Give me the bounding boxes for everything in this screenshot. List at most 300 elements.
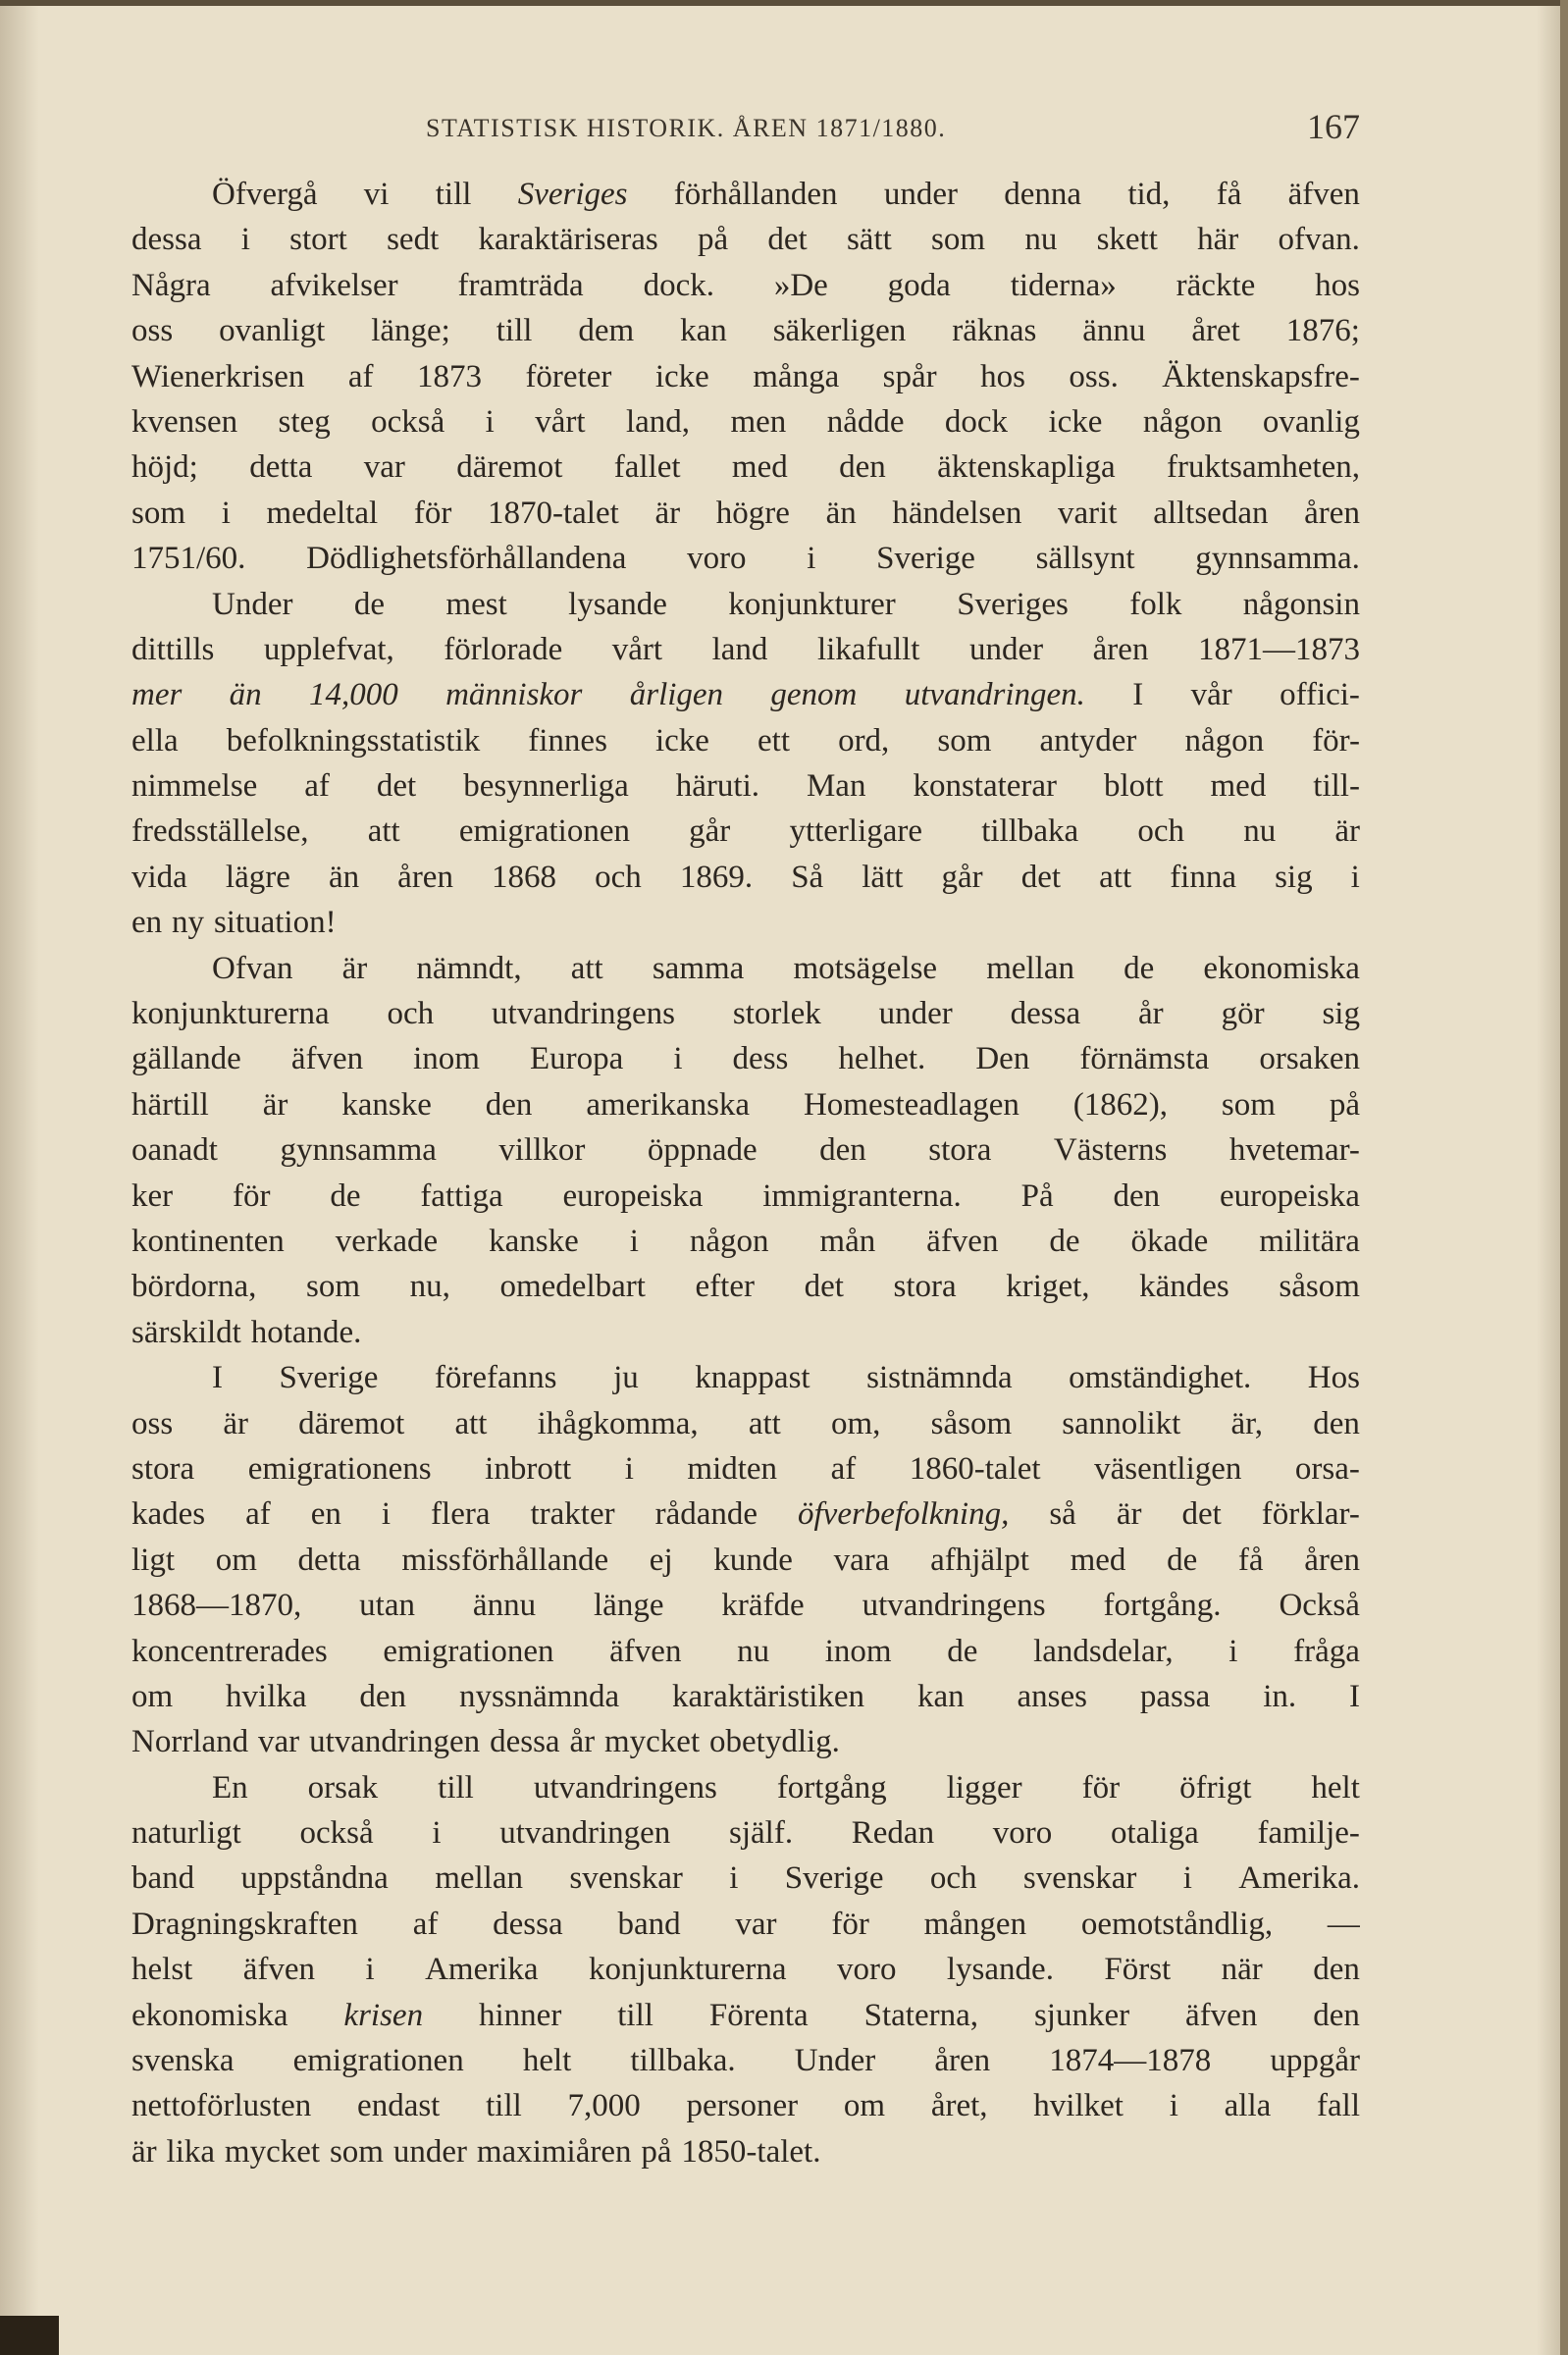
word: 1868—1870,	[131, 1588, 302, 1624]
word: äfven	[242, 1952, 316, 1988]
word: blott	[1104, 768, 1164, 805]
word: orsa-	[1294, 1450, 1360, 1487]
word: nu	[737, 1633, 770, 1669]
word: voro	[687, 541, 747, 577]
word: mellan	[435, 1860, 523, 1897]
word: under	[392, 2133, 467, 2170]
word: för-	[1312, 722, 1360, 759]
word: lysande	[568, 586, 667, 622]
word: är	[654, 495, 681, 531]
word: däremot	[456, 449, 563, 486]
edge-shadow	[1537, 0, 1560, 2355]
word: immigranterna.	[762, 1178, 962, 1214]
word: häruti.	[675, 768, 759, 805]
word: men	[730, 403, 787, 440]
word: till	[435, 177, 472, 212]
word: i	[729, 1860, 739, 1897]
word: missförhållande	[401, 1542, 609, 1578]
word: när	[1221, 1952, 1263, 1988]
word: går	[941, 859, 983, 895]
word: den	[1113, 1178, 1161, 1214]
word: mest	[445, 586, 507, 622]
word: upplefvat,	[263, 631, 394, 667]
word: öfrigt	[1179, 1769, 1252, 1806]
word: vi	[363, 177, 390, 212]
word: sjunker	[1033, 1997, 1130, 2033]
word: länge	[594, 1588, 664, 1624]
word: särskildt	[131, 1314, 241, 1350]
word: orsak	[307, 1769, 379, 1806]
word: tillbaka.	[630, 2043, 736, 2079]
word: är	[131, 2133, 157, 2170]
word: orsaken	[1259, 1041, 1360, 1077]
word: för	[1081, 1769, 1121, 1806]
text-line	[131, 1856, 1360, 1901]
word: för	[232, 1178, 271, 1214]
word: lätt	[862, 859, 904, 895]
word: än	[229, 677, 262, 713]
word: denna	[1004, 177, 1082, 212]
word: gällande	[131, 1041, 241, 1077]
word: nimmelse	[131, 768, 258, 805]
word: nu	[1024, 222, 1058, 258]
word: de	[353, 586, 386, 622]
word: dock	[944, 403, 1009, 440]
word: förefanns	[434, 1360, 557, 1396]
word: öfverbefolkning,	[798, 1496, 1010, 1533]
word: det	[804, 1269, 844, 1305]
word: är	[1116, 1496, 1142, 1533]
word: det	[1181, 1496, 1222, 1533]
word: antyder	[1039, 722, 1137, 759]
word: 1876;	[1285, 313, 1360, 349]
word: härtill	[131, 1086, 209, 1123]
word: nu,	[409, 1269, 450, 1305]
word: konjunkturerna	[131, 996, 330, 1032]
word: kan	[916, 1678, 965, 1714]
word: de	[947, 1633, 978, 1669]
word: kanske	[341, 1086, 432, 1123]
word: till-	[1313, 768, 1360, 805]
word: oss	[131, 313, 174, 349]
text-line	[131, 1538, 1360, 1583]
word: skett	[1096, 222, 1158, 258]
word: äktenskapliga	[937, 449, 1116, 486]
word: någonsin	[1242, 586, 1360, 622]
text-line	[131, 672, 1360, 717]
word: befolkningsstatistik	[226, 722, 481, 759]
word: af	[304, 768, 330, 805]
word: få	[1237, 1542, 1264, 1578]
text-line	[131, 1492, 1360, 1537]
word: höjd;	[131, 449, 198, 486]
word: besynnerliga	[463, 768, 629, 805]
word: äfven	[1287, 177, 1360, 212]
word: knappast	[695, 1360, 810, 1396]
word: omständighet.	[1069, 1360, 1252, 1396]
word: Wienerkrisen	[131, 358, 305, 394]
word: utan	[359, 1588, 415, 1624]
word: maximiåren	[476, 2133, 632, 2170]
word: utvandringen	[309, 1724, 481, 1760]
word: fortgång	[776, 1769, 887, 1806]
word: är	[262, 1086, 288, 1123]
word: det	[1020, 859, 1062, 895]
word: år	[1138, 996, 1164, 1032]
word: som	[306, 1269, 361, 1305]
word: Dragningskraften	[131, 1906, 358, 1942]
word: icke	[654, 722, 709, 759]
text-line	[131, 1264, 1360, 1309]
word: kan	[680, 313, 727, 349]
word: 7,000	[567, 2088, 641, 2124]
word: den	[359, 1678, 407, 1714]
word: lysande.	[946, 1952, 1054, 1988]
word: nyssnämnda	[458, 1678, 620, 1714]
word: Staterna,	[863, 1997, 979, 2033]
word: finnes	[528, 722, 607, 759]
word: framträda	[457, 267, 584, 303]
word: I	[1348, 1678, 1360, 1714]
word: konjunkturer	[728, 586, 896, 622]
word: vårt	[535, 403, 586, 440]
word: stora	[131, 1450, 195, 1487]
text-line	[131, 354, 1360, 399]
word: också	[371, 403, 445, 440]
word: till	[486, 2088, 522, 2124]
word: 1868	[492, 859, 557, 895]
word: nettoförlusten	[131, 2088, 312, 2124]
word: går	[689, 813, 731, 850]
word: säkerligen	[772, 313, 907, 349]
word: under	[878, 996, 953, 1032]
word: ännu	[1082, 313, 1146, 349]
word: Amerika.	[1238, 1860, 1360, 1897]
word: utvandringen	[499, 1815, 671, 1852]
word: som	[931, 222, 986, 258]
text-line	[131, 946, 1360, 991]
word: emigrationen	[458, 813, 630, 850]
word: uppståndna	[240, 1860, 389, 1897]
word: medeltal	[266, 495, 379, 531]
word: obetydlig.	[709, 1724, 840, 1760]
word: vida	[131, 859, 187, 895]
word: Först	[1104, 1952, 1172, 1988]
word: omedelbart	[499, 1269, 646, 1305]
word: i	[624, 1450, 634, 1487]
word: midten	[687, 1450, 778, 1487]
word: dess	[732, 1041, 789, 1077]
word: passa	[1139, 1678, 1211, 1714]
word: ny	[172, 905, 205, 941]
word: den	[819, 1132, 866, 1169]
word: emigrationen	[383, 1633, 554, 1669]
word: väsentligen	[1094, 1450, 1242, 1487]
word: om,	[831, 1405, 881, 1441]
word: af	[412, 1906, 439, 1942]
word: emigrationens	[247, 1450, 432, 1487]
text-line	[131, 1310, 1360, 1355]
word: band	[131, 1860, 195, 1897]
text-line	[131, 1810, 1360, 1856]
word: ej	[649, 1542, 673, 1578]
word: under	[968, 631, 1044, 667]
word: året,	[930, 2088, 988, 2124]
word: tiderna»	[1010, 267, 1117, 303]
text-line	[131, 900, 1360, 945]
word: sig	[1322, 996, 1360, 1032]
word: företer	[525, 358, 612, 394]
page-header	[210, 106, 1360, 157]
word: är	[341, 950, 368, 986]
word: 1874—1878	[1049, 2043, 1212, 2079]
word: i	[365, 1952, 375, 1988]
word: här	[1197, 222, 1239, 258]
word: på	[1329, 1086, 1360, 1123]
word: i	[485, 403, 495, 440]
word: räknas	[952, 313, 1037, 349]
word: gör	[1221, 996, 1265, 1032]
word: 14,000	[308, 677, 398, 713]
word: kanske	[489, 1223, 579, 1259]
word: människor	[445, 677, 583, 713]
word: dock.	[643, 267, 714, 303]
word: förlorade	[444, 631, 563, 667]
text-line	[131, 1765, 1360, 1810]
word: helst	[131, 1952, 193, 1988]
word: tid,	[1127, 177, 1171, 212]
word: situation!	[213, 905, 337, 941]
word: bördorna,	[131, 1269, 257, 1305]
text-line	[131, 582, 1360, 627]
word: svenska	[131, 2043, 235, 2079]
word: med	[1210, 768, 1267, 805]
text-line	[131, 1219, 1360, 1264]
word: dessa	[490, 1724, 560, 1760]
text-line	[131, 991, 1360, 1036]
word: genom	[770, 677, 858, 713]
word: ligt	[131, 1542, 176, 1578]
text-line	[131, 1629, 1360, 1674]
word: än	[825, 495, 857, 531]
word: det	[376, 768, 417, 805]
word: otaliga	[1110, 1815, 1199, 1852]
word: af	[245, 1496, 271, 1533]
word: var	[735, 1906, 777, 1942]
word: och	[929, 1860, 977, 1897]
word: ovanlig	[1262, 403, 1360, 440]
word: ytterligare	[789, 813, 923, 850]
word: Några	[131, 267, 211, 303]
text-line	[131, 1446, 1360, 1492]
text-line	[131, 1947, 1360, 1992]
word: med	[1070, 1542, 1126, 1578]
text-line	[131, 1719, 1360, 1764]
word: i	[807, 541, 816, 577]
word: till	[496, 313, 533, 349]
word: förhållanden	[673, 177, 838, 212]
word: hvilka	[226, 1678, 307, 1714]
word: oss	[131, 1405, 174, 1441]
word: krisen	[343, 1997, 424, 2033]
word: till	[438, 1769, 474, 1806]
word: dessa	[131, 222, 202, 258]
word: lika	[166, 2133, 216, 2170]
word: äfven	[926, 1223, 999, 1259]
word: åren	[1304, 1542, 1360, 1578]
word: vår	[1190, 677, 1232, 713]
word: däremot	[298, 1405, 405, 1441]
word: länge;	[371, 313, 450, 349]
word: är	[1334, 813, 1360, 850]
word: den	[485, 1086, 533, 1123]
word: Under	[212, 586, 293, 622]
word: På	[1020, 1178, 1054, 1214]
word: Under	[794, 2043, 876, 2079]
word: efter	[695, 1269, 755, 1305]
word: I	[212, 1360, 223, 1396]
word: som	[937, 722, 992, 759]
word: fallet	[613, 449, 681, 486]
word: 1870-talet	[487, 495, 619, 531]
word: »De	[773, 267, 828, 303]
word: än	[328, 859, 360, 895]
text-line	[131, 1583, 1360, 1628]
word: nämndt,	[416, 950, 522, 986]
word: sällsynt	[1035, 541, 1135, 577]
word: Redan	[851, 1815, 935, 1852]
word: som	[329, 2133, 384, 2170]
word: hos	[980, 358, 1025, 394]
word: om	[215, 1542, 257, 1578]
word: svenskar	[1022, 1860, 1137, 1897]
word: sistnämnda	[866, 1360, 1013, 1396]
word: konstaterar	[913, 768, 1058, 805]
word: Så	[791, 859, 824, 895]
word: så	[1049, 1496, 1076, 1533]
word: steg	[278, 403, 331, 440]
word: hotande.	[250, 1314, 362, 1350]
word: fattiga	[420, 1178, 503, 1214]
word: utvandringens	[533, 1769, 717, 1806]
word: goda	[887, 267, 951, 303]
text-line	[131, 445, 1360, 490]
word: året	[1191, 313, 1240, 349]
word: Västerns	[1053, 1132, 1168, 1169]
word: 1869.	[679, 859, 754, 895]
word: spår	[882, 358, 937, 394]
word: inbrott	[485, 1450, 572, 1487]
word: personer	[686, 2088, 799, 2124]
word: i	[381, 1496, 392, 1533]
word: stora	[928, 1132, 992, 1169]
word: själf.	[729, 1815, 794, 1852]
word: gynnsamma	[280, 1132, 437, 1169]
word: familje-	[1257, 1815, 1360, 1852]
word: utvandringens	[492, 996, 676, 1032]
word: och	[1137, 813, 1185, 850]
word: hvetemar-	[1228, 1132, 1360, 1169]
text-line	[131, 2083, 1360, 2128]
word: svenskar	[569, 1860, 683, 1897]
word: på	[697, 222, 729, 258]
word: kändes	[1139, 1269, 1229, 1305]
word: icke	[1048, 403, 1103, 440]
word: land,	[625, 403, 691, 440]
word: Amerika	[425, 1952, 539, 1988]
word: under	[883, 177, 958, 212]
word: Hos	[1307, 1360, 1360, 1396]
word: 1873	[416, 358, 482, 394]
word: sedt	[387, 222, 440, 258]
word: storlek	[732, 996, 821, 1032]
word: kvensen	[131, 403, 238, 440]
word: lägre	[225, 859, 290, 895]
text-line	[131, 718, 1360, 763]
word: många	[753, 358, 840, 394]
word: flera	[431, 1496, 491, 1533]
word: mer	[131, 677, 183, 713]
word: helt	[522, 2043, 572, 2079]
word: afhjälpt	[930, 1542, 1029, 1578]
text-line	[131, 1674, 1360, 1719]
word: ihågkomma,	[537, 1405, 699, 1441]
word: 1751/60.	[131, 541, 246, 577]
word: fortgång.	[1103, 1588, 1222, 1624]
word: motsägelse	[793, 950, 938, 986]
word: hinner	[479, 1997, 562, 2033]
gutter-shadow	[0, 0, 39, 2355]
word: dittills	[131, 631, 215, 667]
word: inom	[824, 1633, 892, 1669]
word: Man	[806, 768, 866, 805]
word: få	[1216, 177, 1242, 212]
text-line	[131, 399, 1360, 445]
word: europeiska	[562, 1178, 704, 1214]
word: verkade	[335, 1223, 439, 1259]
word: landsdelar,	[1033, 1633, 1174, 1669]
word: alla	[1224, 2088, 1272, 2124]
word: i	[1169, 2088, 1178, 2124]
text-line	[131, 1036, 1360, 1081]
word: också	[299, 1815, 374, 1852]
word: i	[1228, 1633, 1238, 1669]
word: den	[1313, 1405, 1360, 1441]
word: mycket	[603, 1724, 701, 1760]
word: som	[1221, 1086, 1276, 1123]
word: (1862),	[1072, 1086, 1169, 1123]
word: en	[310, 1496, 341, 1533]
word: europeiska	[1219, 1178, 1360, 1214]
word: händelsen	[892, 495, 1022, 531]
word: mången	[923, 1906, 1027, 1942]
word: såsom	[1279, 1269, 1360, 1305]
word: öppnade	[647, 1132, 758, 1169]
word: Sveriges	[957, 586, 1069, 622]
word: nådde	[826, 403, 905, 440]
right-page-edge	[1560, 0, 1568, 2355]
word: år	[569, 1724, 596, 1760]
word: trakter	[530, 1496, 615, 1533]
word: i	[432, 1815, 442, 1852]
word: oanadt	[131, 1132, 218, 1169]
word: ekonomiska	[1203, 950, 1360, 986]
word: de	[1124, 950, 1155, 986]
word: en	[131, 905, 163, 941]
word: i	[1182, 1860, 1192, 1897]
word: för	[413, 495, 452, 531]
text-line	[131, 2129, 1360, 2174]
